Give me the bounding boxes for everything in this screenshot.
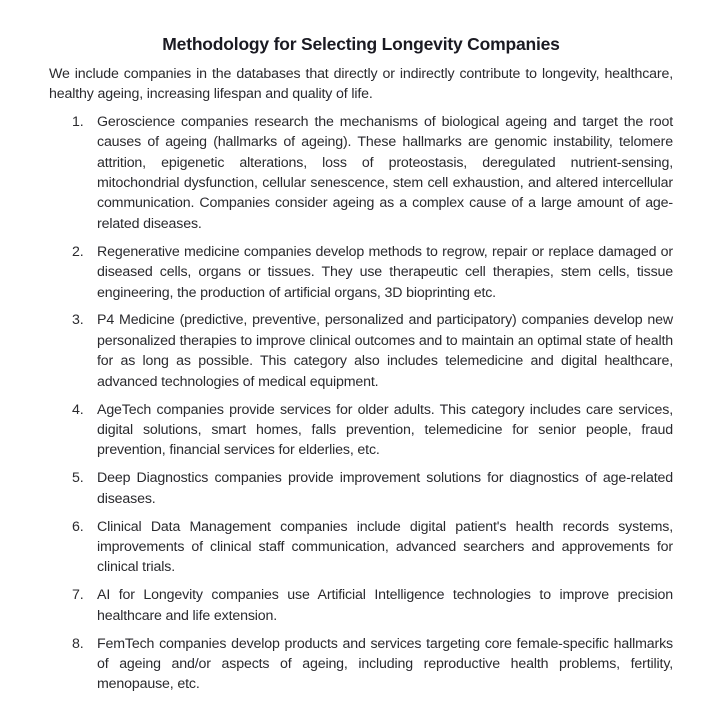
list-item-deep-diagnostics	[49, 468, 673, 509]
list-item-text: P4 Medicine (predictive, preventive, personalized and participatory) companies develop new personalized therapies to improve clinical outcomes and to maintain an optimal state of health for as long as possible. This category also includes telemedicine and digital healthcare, advanced technologies of medical equipment.	[97, 312, 673, 390]
list-item-p4-medicine	[49, 310, 673, 392]
list-item-text: AgeTech companies provide services for older adults. This category includes care services, digital solutions, smart homes, falls prevention, telemedicine for senior people, fraud prevention, financial services for elderlies, etc.	[97, 401, 673, 459]
list-item-text: Regenerative medicine companies develop methods to regrow, repair or replace damaged or diseased cells, organs or tissues. They use therapeutic cell therapies, stem cells, tissue engineering, the production of artificial organs, 3D bioprinting etc.	[97, 243, 673, 301]
category-list	[49, 112, 673, 695]
list-item-number: 5.	[72, 470, 84, 487]
list-item-number: 7.	[72, 587, 84, 604]
list-item-femtech	[49, 634, 673, 695]
list-item-geroscience	[49, 112, 673, 234]
intro-paragraph: We include companies in the databases that directly or indirectly contribute to longevity, healthcare, healthy ageing, increasing lifespan and quality of life.	[49, 66, 673, 103]
list-item-number: 8.	[72, 635, 84, 652]
list-item-number: 3.	[72, 312, 84, 329]
list-item-number: 1.	[72, 113, 84, 130]
list-item-text: Geroscience companies research the mechanisms of biological ageing and target the root causes of ageing (hallmarks of ageing). These hallmarks are genomic instability, telomere attrition, epigenetic alterations, loss of proteostasis, deregulated nutrient-sensing, mitochondrial dysfunction, cellular senescence, stem cell exhaustion, and altered intercellular communication. Companies consider ageing as a complex cause of a large amount of age-related diseases.	[97, 113, 673, 232]
list-item-text: FemTech companies develop products and services targeting core female-specific hallmarks of ageing and/or aspects of ageing, including reproductive health problems, fertility, menopause, etc.	[97, 635, 673, 693]
list-item-agetech	[49, 400, 673, 461]
list-item-ai-for-longevity	[49, 585, 673, 626]
page-title: Methodology for Selecting Longevity Companies	[162, 34, 560, 54]
list-item-text: Clinical Data Management companies include digital patient's health records systems, improvements of clinical staff communication, advanced searchers and approvements for clinical trials.	[97, 518, 673, 576]
list-item-text: AI for Longevity companies use Artificial Intelligence technologies to improve precision healthcare and life extension.	[97, 587, 673, 624]
list-item-number: 4.	[72, 401, 84, 418]
list-item-text: Deep Diagnostics companies provide improvement solutions for diagnostics of age-related diseases.	[97, 470, 673, 507]
list-item-number: 2.	[72, 243, 84, 260]
list-item-clinical-data-management	[49, 517, 673, 578]
list-item-number: 6.	[72, 518, 84, 535]
list-item-regenerative-medicine	[49, 242, 673, 303]
